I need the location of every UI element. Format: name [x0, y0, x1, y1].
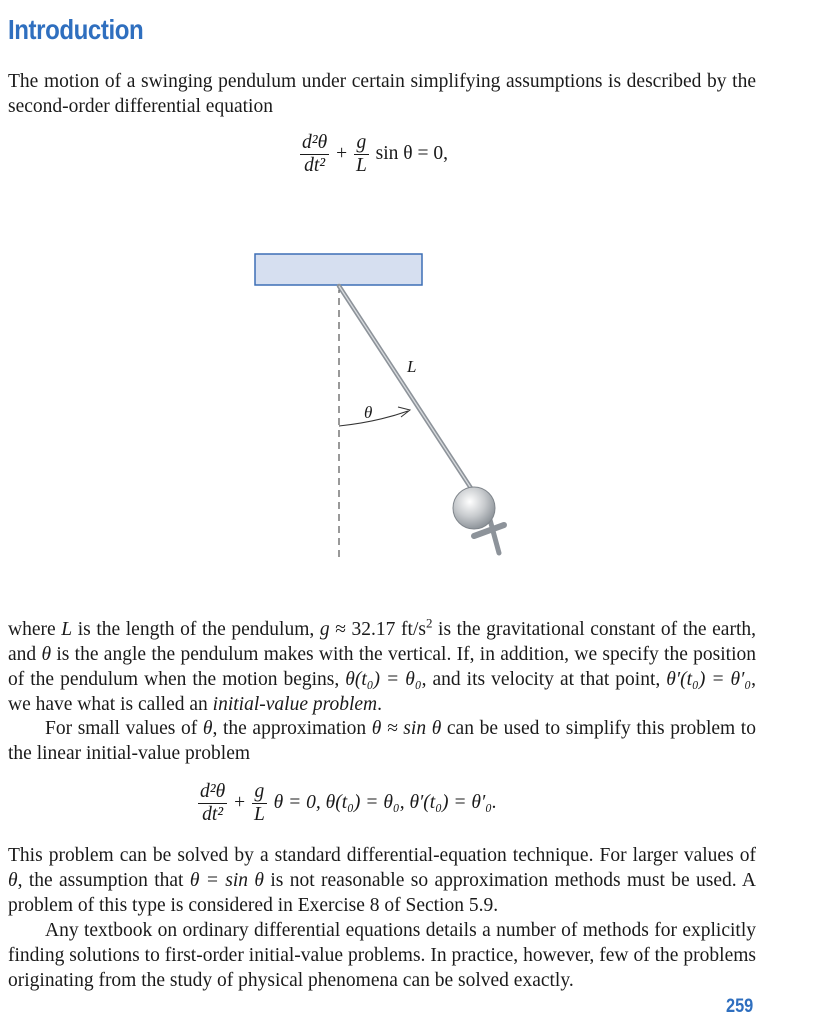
approximation-paragraph: [8, 716, 756, 766]
section-heading: Introduction: [8, 14, 144, 45]
text-run: , the approximation: [212, 718, 372, 739]
ceiling-support: [255, 254, 422, 285]
plus-sign: +: [234, 791, 246, 813]
page-number: 259: [726, 996, 754, 1017]
sine-assumption: θ = sin θ: [189, 870, 264, 891]
definition-paragraph: [8, 617, 756, 717]
text-run: is the gravitational constant of the earth, and: [8, 619, 756, 665]
text-run: , the assumption that: [17, 870, 190, 891]
text-run: ≈ 32.17 ft/s: [329, 619, 426, 640]
linear-ivp-equation: [196, 781, 497, 826]
text-run: , and its velocity at that point,: [421, 669, 667, 690]
pendulum-bob: [453, 487, 495, 529]
textbook-paragraph: Any textbook on ordinary differential equations details a number of methods for explicitly finding solutions to first-order initial-value problems. In practice, however, few of the problems originating from the study of physical phenomena can be solved exactly.: [8, 920, 756, 991]
term-initial-value-problem: initial-value problem: [212, 694, 378, 715]
second-derivative-fraction: [198, 781, 227, 826]
equation-remainder: θ = 0, θ(t₀) = θ₀, θ′(t₀) = θ′₀.: [273, 791, 497, 813]
fraction-numerator: d²θ: [200, 781, 226, 802]
symbol-theta: θ: [41, 644, 52, 665]
symbol-l: L: [61, 619, 73, 640]
angle-label: θ: [364, 403, 373, 422]
rod-highlight: [339, 286, 482, 505]
fraction-denominator: dt²: [202, 804, 224, 825]
text-run: is not reasonable so approximation methods must be used. A problem of this type is considered in Exercise 8 of Section 5.9.: [8, 870, 757, 916]
fraction-numerator: d²θ: [302, 132, 328, 153]
pendulum-figure: [250, 250, 520, 560]
text-run: can be used to simplify this problem to the linear initial-value problem: [8, 718, 756, 764]
text-run: For small values of: [45, 718, 203, 739]
technique-paragraph: [8, 843, 756, 918]
fraction-numerator: g: [252, 781, 267, 804]
g-over-l-fraction: [252, 781, 267, 826]
symbol-theta: θ: [8, 870, 18, 891]
symbol-theta: θ: [202, 718, 213, 739]
text-run: .: [377, 694, 383, 715]
pendulum-equation: [298, 132, 448, 177]
fraction-denominator: L: [355, 155, 367, 176]
text-run: is the angle the pendulum makes with the vertical. If, in addition, we specify the position of the pendulum when the motion begins,: [8, 644, 756, 690]
initial-velocity-condition: θ′(t₀) = θ′₀: [666, 669, 752, 690]
small-angle-approximation: θ ≈ sin θ: [371, 718, 442, 739]
text-run: This problem can be solved by a standard differential-equation technique. For larger values of: [8, 845, 756, 866]
superscript: 2: [425, 615, 433, 631]
intro-paragraph: The motion of a swinging pendulum under certain simplifying assumptions is described by the second-order differential equation: [8, 71, 756, 117]
text-run: , we have what is called an: [8, 669, 757, 715]
plus-sign: +: [336, 142, 348, 164]
equation-remainder: sin θ = 0,: [375, 142, 449, 164]
fraction-denominator: dt²: [304, 155, 326, 176]
text-run: where: [8, 619, 62, 640]
initial-position-condition: θ(t₀) = θ₀: [345, 669, 422, 690]
angle-arc: [339, 411, 408, 426]
symbol-g: g: [319, 619, 330, 640]
g-over-l-fraction: [354, 132, 369, 177]
fraction-denominator: L: [253, 804, 265, 825]
pendulum-diagram: [250, 250, 520, 560]
fraction-numerator: g: [354, 132, 369, 155]
text-run: is the length of the pendulum,: [72, 619, 320, 640]
length-label: L: [407, 357, 417, 376]
second-derivative-fraction: [300, 132, 329, 177]
